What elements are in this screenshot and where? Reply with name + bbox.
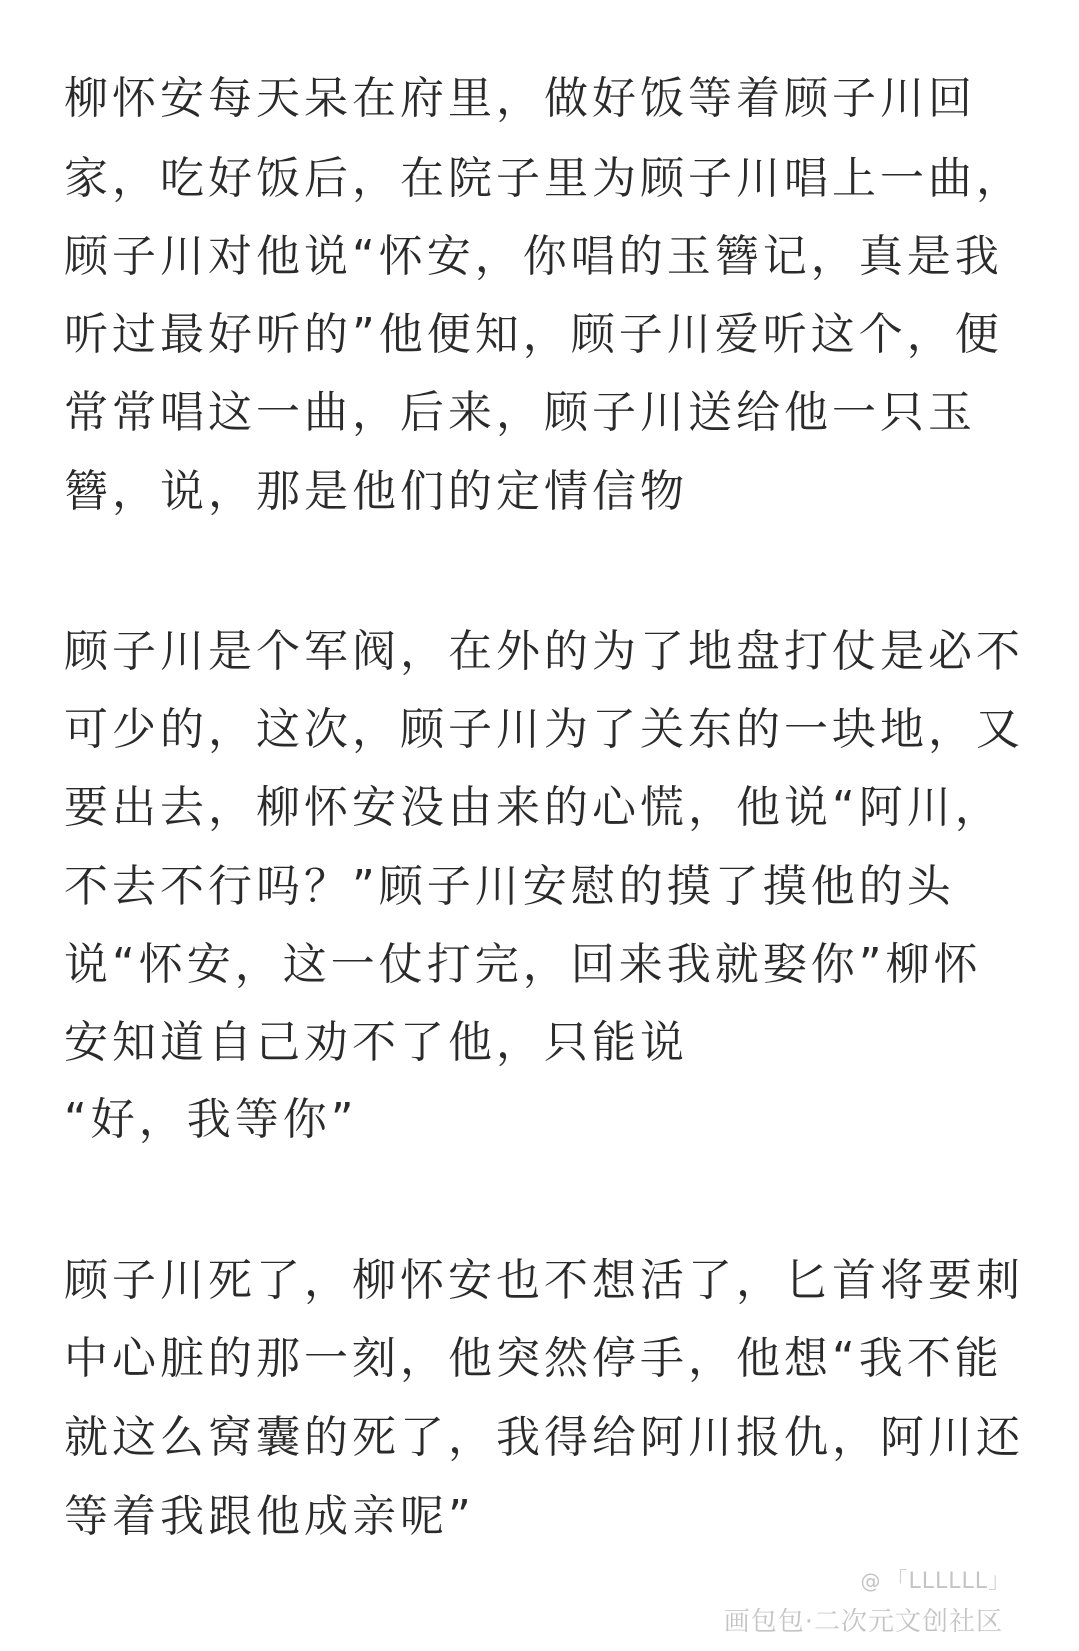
watermark-handle-text: 「LLLLLL」: [885, 1569, 1011, 1594]
text-line: 听过最好听的”他便知，顾子川爱听这个，便: [64, 309, 1003, 360]
text-line: 等着我跟他成亲呢”: [64, 1491, 475, 1542]
text-line: 顾子川对他说“怀安，你唱的玉簪记，真是我: [64, 231, 1003, 282]
text-line: 柳怀安每天呆在府里，做好饭等着顾子川回: [64, 73, 976, 124]
text-line: 顾子川死了，柳怀安也不想活了，匕首将要刺: [64, 1255, 1024, 1306]
watermark-handle: [860, 1567, 1011, 1596]
text-line: 可少的，这次，顾子川为了关东的一块地，又: [64, 704, 1024, 755]
text-line: 顾子川是个军阀，在外的为了地盘打仗是必不: [64, 626, 1024, 677]
text-line: 就这么窝囊的死了，我得给阿川报仇，阿川还: [64, 1412, 1024, 1463]
text-line: 中心脏的那一刻，他突然停手，他想“我不能: [64, 1333, 1003, 1384]
text-line: 要出去，柳怀安没由来的心慌，他说“阿川，: [64, 782, 1003, 833]
text-line: 常常唱这一曲，后来，顾子川送给他一只玉: [64, 387, 976, 438]
text-line: 不去不行吗？”顾子川安慰的摸了摸他的头: [64, 861, 955, 912]
watermark-site: 画包包·二次元文创社区: [723, 1607, 1003, 1637]
text-line: 安知道自己劝不了他，只能说: [64, 1017, 688, 1068]
at-symbol: @: [860, 1569, 882, 1593]
text-line: 簪，说，那是他们的定情信物: [64, 466, 688, 517]
text-line: 说“怀安，这一仗打完，回来我就娶你”柳怀: [64, 939, 982, 990]
text-line: 家，吃好饭后，在院子里为顾子川唱上一曲，: [64, 153, 1024, 204]
text-line: “好，我等你”: [64, 1094, 358, 1145]
